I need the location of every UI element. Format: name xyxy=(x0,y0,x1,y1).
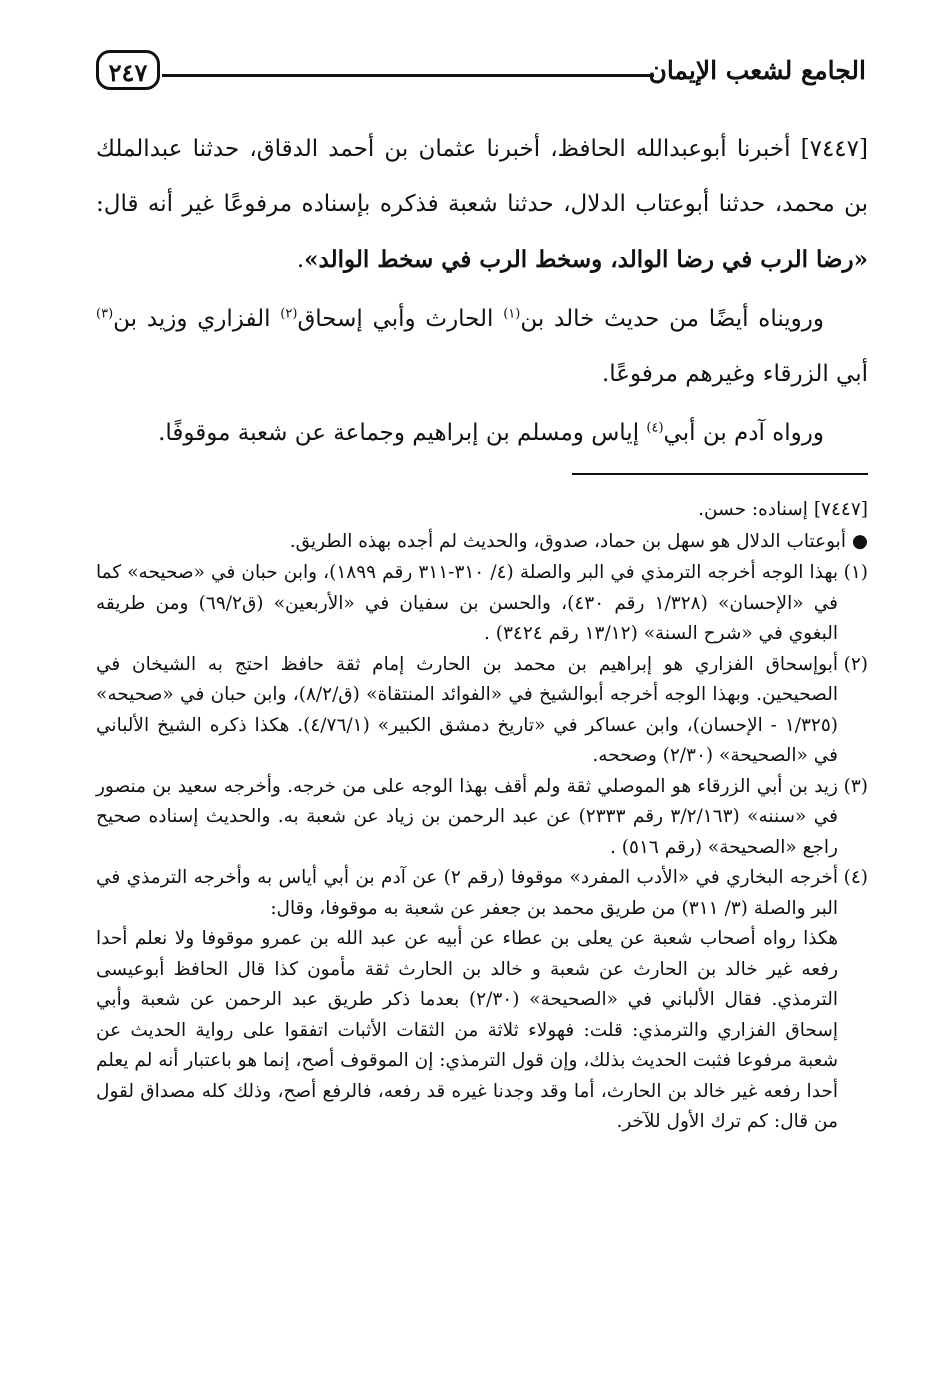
narration-text: ورويناه أيضًا من حديث خالد بن xyxy=(520,306,824,332)
narration-paragraph-2 xyxy=(96,406,868,461)
footnote-1 xyxy=(96,558,868,650)
header-rule xyxy=(162,74,654,77)
footnote-4 xyxy=(96,863,868,1138)
narration-text: أبي الزرقاء وغيرهم مرفوعًا. xyxy=(601,361,868,387)
footnote-text-part: أخرجه البخاري في «الأدب المفرد» موقوفا (رقم ٢) عن آدم بن أبي أياس به وأخرجه الترمذي في البر والصلة (٣/ ٣١١) من طريق محمد بن جعفر عن شعبة به موقوفا، وقال: xyxy=(96,867,838,919)
footnote-text: بهذا الوجه أخرجه الترمذي في البر والصلة (٤/ ٣١٠-٣١١ رقم ١٨٩٩)، وابن حبان في «صحيحه» كما في «الإحسان» (١/٣٢٨ رقم ٤٣٠)، والحسن بن سفيان في «الأربعين» (ق٦٩/٢) ومن طريقه البغوي في «شرح السنة» (١٣/١٢ رقم ٣٤٢٤) . xyxy=(96,562,839,644)
book-title: الجامع لشعب الإيمان xyxy=(648,56,866,85)
footnote-number: (٢) xyxy=(843,653,868,675)
footnote-ref-1[interactable]: (١) xyxy=(503,306,521,322)
footnote-text xyxy=(96,863,838,1138)
footnote-number: (١) xyxy=(843,562,868,583)
narration-text: الفزاري وزيد بن xyxy=(113,306,281,332)
narration-paragraph-1 xyxy=(96,292,868,402)
footnote-text: أبوإسحاق الفزاري هو إبراهيم بن محمد بن الحارث إمام ثقة حافظ احتج به الشيخان في الصحيحين. وبهذا الوجه أخرجه أبوالشيخ في «الفوائد المنتقاة» (ق/٨/٢)، وابن حبان في «صحيحه» (١/٣٢٥ - الإحسان)، وابن عساكر في «تاريخ دمشق الكبير» (٤/٧٦/١). هكذا ذكره الشيخ الألباني في «الصحيحة» (٢/٣٠) وصححه. xyxy=(96,653,839,766)
footnote-quote: هكذا رواه أصحاب شعبة عن يعلى بن عطاء عن أبيه عن عبد الله بن عمرو موقوفا ولا نعلم أحدا رفعه غير خالد بن الحارث عن شعبة و خالد بن الحارث ثقة مأمون كذا قال الحافظ أبوعيسى الترمذي. فقال الألباني في «الصحيحة» (٢/٣٠) بعدما ذكر طريق عبد الرحمن عن شعبة وأبي إسحاق الفزاري والترمذي: قلت: فهولاء ثلاثة من الثقات الأثبات اتفقوا على رواية الحديث عن شعبة مرفوعا فثبت الحديث بذلك، وإن قول الترمذي: إن الموقوف أصح، إنما هو باعتبار أنه لم يعلم أحدا رفعه غير خالد بن الحارث، أما وقد وجدنا غيره قد رفعه، فالرفع أصح، وذلك كله مصداق لقول من قال: كم ترك الأول للآخر. xyxy=(96,928,839,1132)
page-header xyxy=(96,40,866,96)
footnote-text: زيد بن أبي الزرقاء هو الموصلي ثقة ولم أقف بهذا الوجه على من خرجه. وأخرجه سعيد بن منصور في «سننه» (٣/٢/١٦٣ رقم ٢٣٣٣) عن عبد الرحمن بن زياد عن شعبة به. والحديث إسناده صحيح راجع «الصحيحة» (رقم ٥١٦) . xyxy=(96,775,838,858)
footnote-2 xyxy=(96,650,868,772)
hadith-paragraph xyxy=(96,122,868,288)
hadith-matn: «رضا الرب في رضا الوالد، وسخط الرب في سخط الوالد» xyxy=(304,246,868,273)
hadith-end: . xyxy=(296,247,305,273)
narration-text: إياس ومسلم بن إبراهيم وجماعة عن شعبة موقوفًا. xyxy=(158,420,647,446)
footnote-number: (٤) xyxy=(843,867,868,888)
hadith-isnad: [٧٤٤٧] أخبرنا أبوعبدالله الحافظ، أخبرنا عثمان بن أحمد الدقاق، حدثنا عبدالملك بن محمد، حدثنا أبوعتاب الدلال، حدثنا شعبة فذكره بإسناده مرفوعًا غير أنه قال: xyxy=(96,136,868,217)
footnote-ref-4[interactable]: (٤) xyxy=(646,420,664,436)
footnote-separator xyxy=(572,473,868,475)
footnote-3 xyxy=(96,772,868,864)
footnote-number: (٣) xyxy=(843,775,868,797)
footnotes xyxy=(96,495,868,1138)
narration-text: الحارث وأبي إسحاق xyxy=(297,306,504,332)
footnote-ref-2[interactable]: (٢) xyxy=(280,306,298,322)
hadith-body xyxy=(96,122,868,461)
page-number: ٢٤٧ xyxy=(96,50,160,90)
narrator-note: ● أبوعتاب الدلال هو سهل بن حماد، صدوق، والحديث لم أجده بهذه الطريق. xyxy=(289,530,868,552)
footnote-ref-3[interactable]: (٣) xyxy=(96,306,114,322)
narration-text: ورواه آدم بن أبي xyxy=(663,420,824,446)
isnad-grade: [٧٤٤٧] إسناده: حسن. xyxy=(698,499,868,520)
